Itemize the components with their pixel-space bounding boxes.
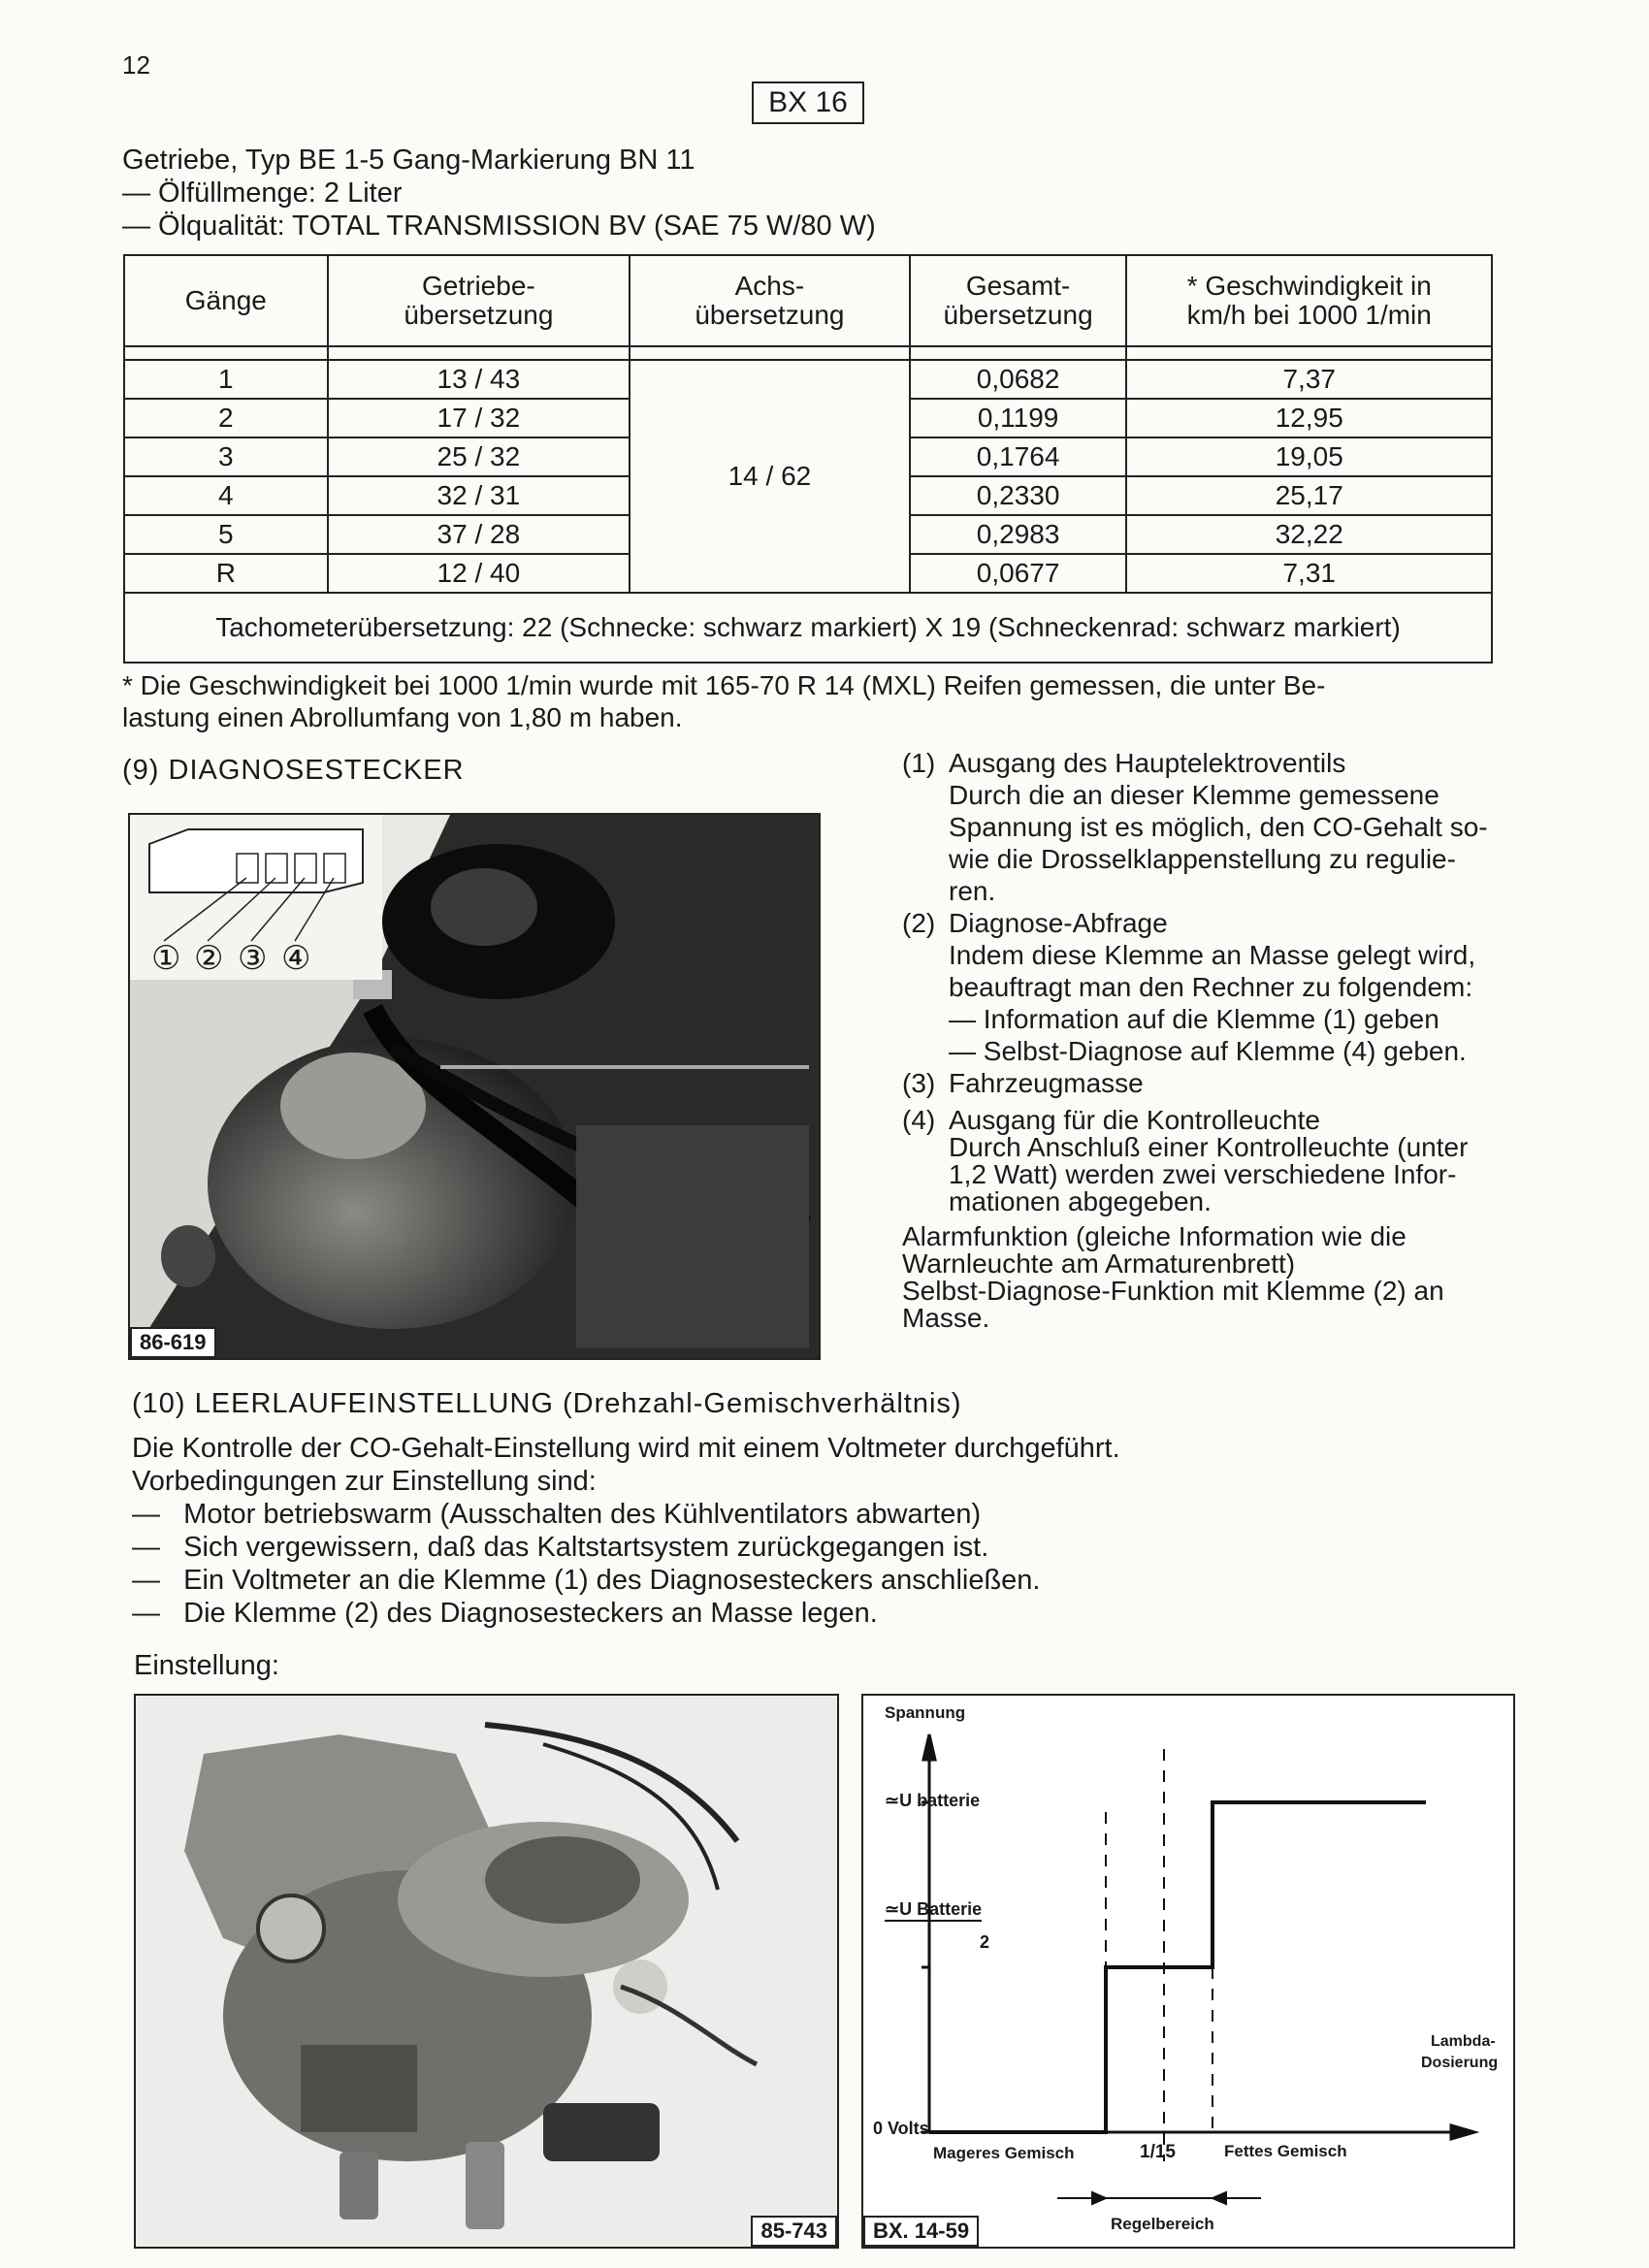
- diag-extra: [902, 1223, 1504, 1332]
- oil-quality: — Ölqualität: TOTAL TRANSMISSION BV (SAE 75 W/80 W): [122, 211, 876, 242]
- item-line: ren.: [949, 876, 996, 906]
- total-cell: 0,0682: [910, 360, 1127, 399]
- header-total-ratio: Gesamt- übersetzung: [910, 255, 1127, 346]
- diag-item-1: [902, 747, 1504, 907]
- diag-heading: (9) DIAGNOSESTECKER: [122, 755, 465, 786]
- page-number: 12: [122, 50, 150, 80]
- u-battery-label: ≃U batterie: [885, 1791, 981, 1810]
- throttle-body-photo: [136, 1696, 837, 2247]
- total-cell: 0,1764: [910, 437, 1127, 476]
- extra-line: Alarmfunktion (gleiche Information wie die: [902, 1221, 1406, 1251]
- item-number: (3): [902, 1068, 936, 1098]
- item-number: (4): [902, 1105, 936, 1135]
- ratio-cell: 37 / 28: [328, 515, 630, 554]
- diag-photo: [128, 813, 821, 1360]
- extra-line: Warnleuchte am Armaturenbrett): [902, 1248, 1296, 1279]
- gear-ratio-table: [123, 254, 1493, 664]
- idle-bullet-2: — Sich vergewissern, daß das Kaltstartsystem zurückgegangen ist.: [132, 1532, 989, 1563]
- speed-cell: 25,17: [1126, 476, 1492, 515]
- idle-bullet-4: — Die Klemme (2) des Diagnosesteckers an Masse legen.: [132, 1598, 878, 1629]
- tachometer-ratio: Tachometerübersetzung: 22 (Schnecke: schwarz markiert) X 19 (Schneckenrad: schwarz markiert): [124, 593, 1492, 663]
- item-line: wie die Drosselklappenstellung zu regulie-: [949, 844, 1456, 874]
- range-arrow-left: [1092, 2192, 1106, 2204]
- speed-cell: 19,05: [1126, 437, 1492, 476]
- bullet-text: Ein Voltmeter an die Klemme (1) des Diagnosesteckers anschließen.: [183, 1565, 1041, 1596]
- axle-ratio-cell: 14 / 62: [630, 360, 910, 593]
- item-title: Diagnose-Abfrage: [949, 908, 1168, 938]
- bullet-text: Sich vergewissern, daß das Kaltstartsystem zurückgegangen ist.: [183, 1532, 989, 1563]
- photo-label: 85-743: [751, 2216, 837, 2247]
- footnote-line-1: * Die Geschwindigkeit bei 1000 1/min wurde mit 165-70 R 14 (MXL) Reifen gemessen, die unter Be-: [122, 670, 1326, 700]
- model-badge: BX 16: [752, 81, 864, 124]
- item-title: Ausgang für die Kontrolleuchte: [949, 1105, 1320, 1135]
- gear-cell: 5: [124, 515, 328, 554]
- einstellung-label: Einstellung:: [134, 1650, 279, 1681]
- speed-cell: 7,31: [1126, 554, 1492, 593]
- diag-item-2: [902, 907, 1504, 1067]
- ratio-label: 1/15: [1140, 2142, 1176, 2162]
- item-line: 1,2 Watt) werden zwei verschiedene Infor-: [949, 1159, 1457, 1189]
- x-axis-label-2: Dosierung: [1421, 2055, 1499, 2071]
- y-axis-label: Spannung: [885, 1703, 966, 1722]
- diag-item-4: [902, 1107, 1504, 1215]
- footnote-line-2: lastung einen Abrollumfang von 1,80 m haben.: [122, 702, 683, 732]
- callout-2: ②: [194, 940, 224, 977]
- total-cell: 0,2330: [910, 476, 1127, 515]
- oil-quantity: — Ölfüllmenge: 2 Liter: [122, 178, 403, 209]
- voltage-diagram: [861, 1694, 1515, 2249]
- item-line: Durch Anschluß einer Kontrolleuchte (unter: [949, 1132, 1469, 1162]
- header-gear-ratio: Getriebe- übersetzung: [328, 255, 630, 346]
- control-range-label: Regelbereich: [1111, 2215, 1214, 2233]
- gear-cell: 4: [124, 476, 328, 515]
- item-line: Durch die an dieser Klemme gemessene: [949, 780, 1439, 810]
- callout-3: ③: [238, 940, 268, 977]
- table-row: [124, 360, 1492, 399]
- bullet-text: Motor betriebswarm (Ausschalten des Kühlventilators abwarten): [183, 1499, 982, 1530]
- header-gears: Gänge: [124, 255, 328, 346]
- item-number: (1): [902, 748, 936, 778]
- x-axis-arrow: [1451, 2125, 1474, 2139]
- gear-cell: 3: [124, 437, 328, 476]
- item-line: mationen abgegeben.: [949, 1186, 1212, 1216]
- total-cell: 0,2983: [910, 515, 1127, 554]
- gear-cell: R: [124, 554, 328, 593]
- zero-volts-label: 0 Volts: [873, 2119, 929, 2138]
- range-arrow-right: [1212, 2192, 1226, 2204]
- header-axle-ratio: Achs- übersetzung: [630, 255, 910, 346]
- idle-line-1: Die Kontrolle der CO-Gehalt-Einstellung wird mit einem Voltmeter durchgeführt.: [132, 1433, 1120, 1464]
- idle-line-2: Vorbedingungen zur Einstellung sind:: [132, 1466, 597, 1497]
- gear-cell: 1: [124, 360, 328, 399]
- idle-bullet-1: — Motor betriebswarm (Ausschalten des Kühlventilators abwarten): [132, 1499, 982, 1530]
- ratio-cell: 25 / 32: [328, 437, 630, 476]
- item-line: — Selbst-Diagnose auf Klemme (4) geben.: [949, 1036, 1467, 1066]
- lean-mixture-label: Mageres Gemisch: [933, 2144, 1075, 2162]
- callout-4: ④: [281, 940, 311, 977]
- ratio-cell: 13 / 43: [328, 360, 630, 399]
- item-number: (2): [902, 908, 936, 938]
- item-line: Spannung ist es möglich, den CO-Gehalt so-: [949, 812, 1488, 842]
- idle-bullet-3: — Ein Voltmeter an die Klemme (1) des Diagnosesteckers anschließen.: [132, 1565, 1041, 1596]
- gear-cell: 2: [124, 399, 328, 437]
- diagram-label: BX. 14-59: [863, 2216, 979, 2247]
- item-line: beauftragt man den Rechner zu folgendem:: [949, 972, 1473, 1002]
- bullet-text: Die Klemme (2) des Diagnosesteckers an Masse legen.: [183, 1598, 878, 1629]
- speed-cell: 12,95: [1126, 399, 1492, 437]
- y-axis-arrow: [923, 1734, 935, 1760]
- ratio-cell: 32 / 31: [328, 476, 630, 515]
- item-title: Fahrzeugmasse: [949, 1068, 1144, 1098]
- item-line: Indem diese Klemme an Masse gelegt wird,: [949, 940, 1476, 970]
- voltage-diagram-lines: [863, 1696, 1513, 2247]
- item-title: Ausgang des Hauptelektroventils: [949, 748, 1346, 778]
- u-battery-half-label: ≃U Batterie: [885, 1899, 982, 1922]
- speed-cell: 7,37: [1126, 360, 1492, 399]
- extra-line: Selbst-Diagnose-Funktion mit Klemme (2) an: [902, 1276, 1444, 1306]
- diag-item-3: [902, 1067, 1504, 1099]
- total-cell: 0,1199: [910, 399, 1127, 437]
- callout-1: ①: [151, 940, 181, 977]
- diag-item-list: [902, 747, 1504, 1332]
- rich-mixture-label: Fettes Gemisch: [1224, 2142, 1347, 2160]
- idle-heading: (10) LEERLAUFEINSTELLUNG (Drehzahl-Gemischverhältnis): [132, 1388, 962, 1419]
- header-speed: * Geschwindigkeit in km/h bei 1000 1/min: [1126, 255, 1492, 346]
- item-line: — Information auf die Klemme (1) geben: [949, 1004, 1439, 1034]
- u-battery-half-denominator: 2: [980, 1932, 990, 1952]
- speed-cell: 32,22: [1126, 515, 1492, 554]
- ratio-cell: 17 / 32: [328, 399, 630, 437]
- photo-label: 86-619: [130, 1327, 216, 1358]
- x-axis-label-1: Lambda-: [1431, 2033, 1496, 2050]
- voltage-curve: [929, 1802, 1426, 2132]
- carburettor-photo: [134, 1694, 839, 2249]
- total-cell: 0,0677: [910, 554, 1127, 593]
- gearbox-title: Getriebe, Typ BE 1-5 Gang-Markierung BN 11: [122, 145, 695, 176]
- table-header-row: [124, 255, 1492, 346]
- extra-line: Masse.: [902, 1303, 990, 1333]
- ratio-cell: 12 / 40: [328, 554, 630, 593]
